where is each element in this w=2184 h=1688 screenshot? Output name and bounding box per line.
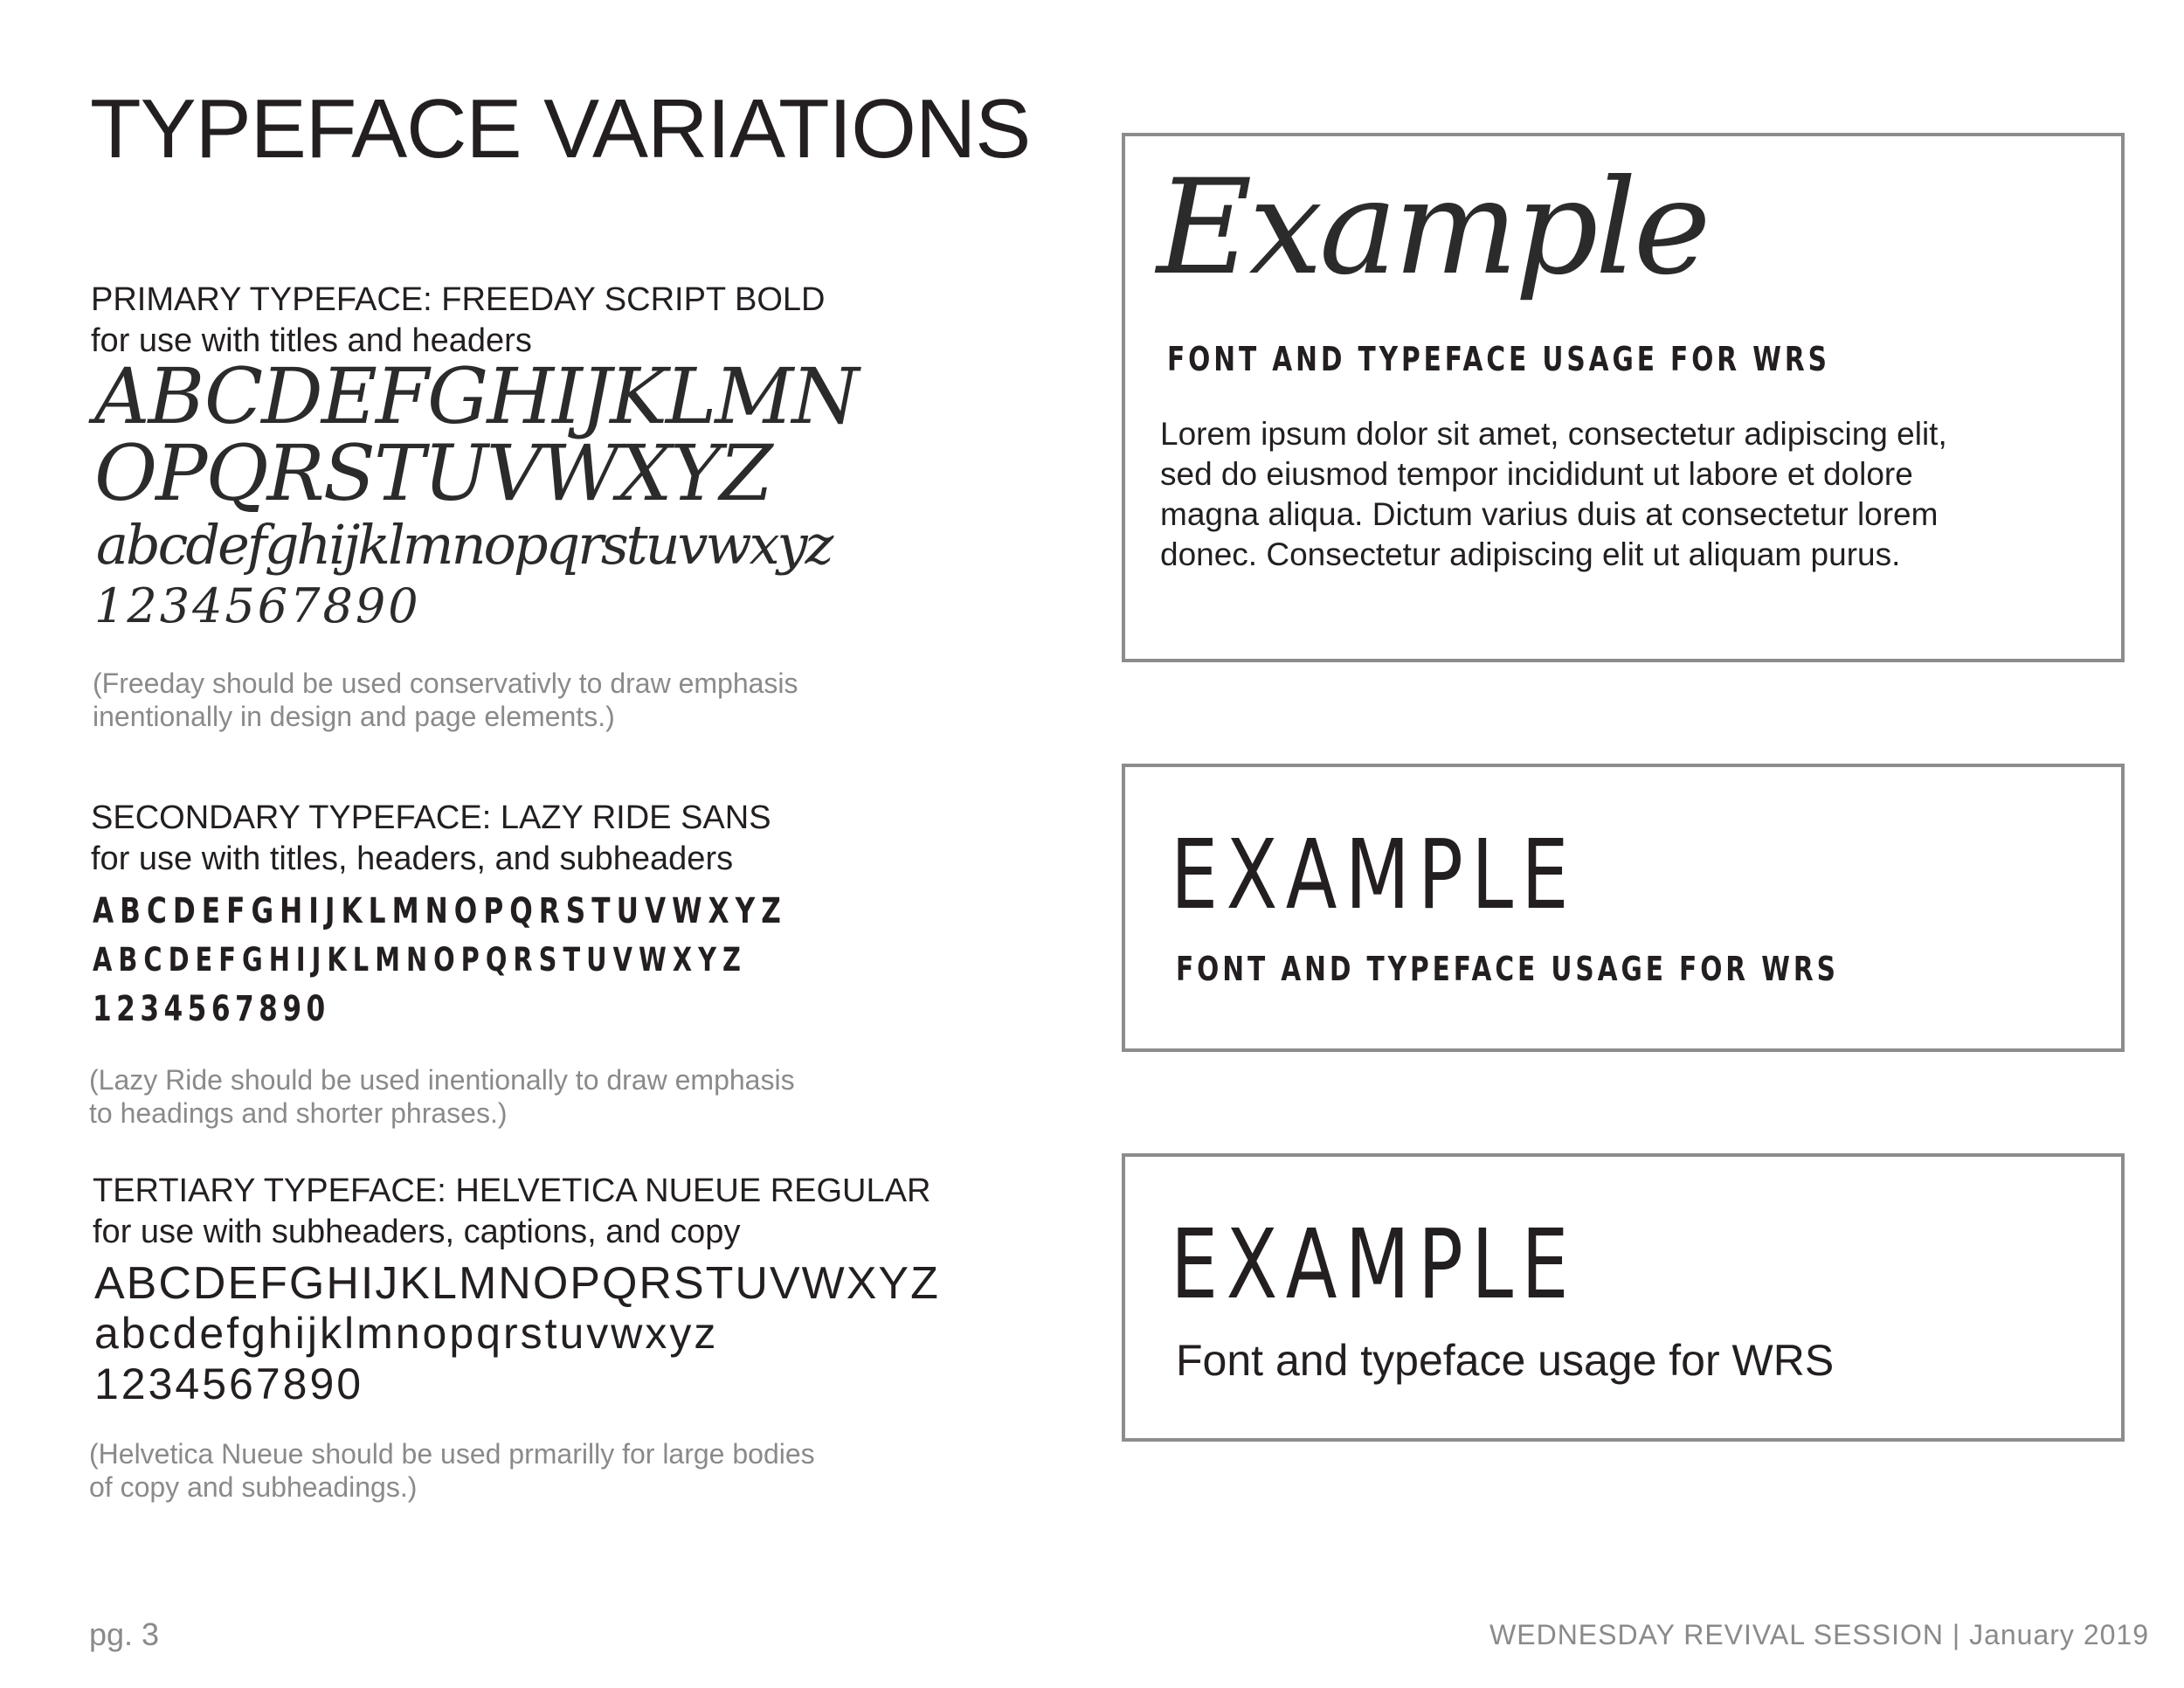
secondary-sample-digits: 1234567890 xyxy=(93,989,330,1029)
example-lazy-title-2: EXAMPLE xyxy=(1171,1208,1577,1320)
example-lazy-title: EXAMPLE xyxy=(1171,819,1577,930)
example-script-title: Example xyxy=(1157,152,1708,304)
example-box-helvetica xyxy=(1122,1153,2125,1442)
secondary-sample-upper-2: ABCDEFGHIJKLMNOPQRSTUVWXYZ xyxy=(93,941,747,979)
primary-note-line-2: inentionally in design and page elements.) xyxy=(93,701,615,732)
example-helvetica-subtitle: Font and typeface usage for WRS xyxy=(1176,1336,1835,1385)
page-number: pg. 3 xyxy=(89,1616,160,1652)
example-box-lazy xyxy=(1122,764,2125,1052)
page-title: TYPEFACE VARIATIONS xyxy=(90,82,1031,176)
secondary-heading: SECONDARY TYPEFACE: LAZY RIDE SANS xyxy=(91,799,771,836)
tertiary-note-line-1: (Helvetica Nueue should be used prmarilly for large bodies xyxy=(89,1438,815,1470)
example-body-line-4: donec. Consectetur adipiscing elit ut aliquam purus. xyxy=(1160,536,1901,572)
tertiary-sample-lower: abcdefghijklmnopqrstuvwxyz xyxy=(94,1309,719,1358)
tertiary-note-line-2: of copy and subheadings.) xyxy=(89,1471,418,1503)
secondary-usage: for use with titles, headers, and subheaders xyxy=(91,841,734,877)
primary-sample-lower: abcdefghijklmnopqrstuvwxyz xyxy=(96,513,832,577)
example-lazy-subtitle: FONT AND TYPEFACE USAGE FOR WRS xyxy=(1167,340,1830,378)
example-body-line-2: sed do eiusmod tempor incididunt ut labore et dolore xyxy=(1160,456,1913,492)
tertiary-sample-digits: 1234567890 xyxy=(94,1359,364,1408)
example-body-line-1: Lorem ipsum dolor sit amet, consectetur adipiscing elit, xyxy=(1160,416,1947,452)
primary-sample-upper-2: OPQRSTUVWXYZ xyxy=(94,428,771,518)
primary-sample-digits: 1234567890 xyxy=(94,578,421,633)
footer-document-info: WEDNESDAY REVIVAL SESSION | January 2019 xyxy=(1489,1619,2149,1650)
secondary-note-line-2: to headings and shorter phrases.) xyxy=(89,1097,508,1129)
primary-note-line-1: (Freeday should be used conservativly to draw emphasis xyxy=(93,668,798,699)
tertiary-sample-upper: ABCDEFGHIJKLMNOPQRSTUVWXYZ xyxy=(94,1258,940,1309)
secondary-note-line-1: (Lazy Ride should be used inentionally to draw emphasis xyxy=(89,1064,795,1096)
example-lazy-subtitle-2: FONT AND TYPEFACE USAGE FOR WRS xyxy=(1176,950,1839,988)
secondary-sample-upper-1: ABCDEFGHIJKLMNOPQRSTUVWXYZ xyxy=(93,891,787,931)
primary-usage: for use with titles and headers xyxy=(91,322,532,359)
tertiary-usage: for use with subheaders, captions, and copy xyxy=(93,1214,741,1250)
example-box-script xyxy=(1122,133,2125,662)
tertiary-heading: TERTIARY TYPEFACE: HELVETICA NUEUE REGULAR xyxy=(93,1173,931,1209)
primary-sample-upper-1: ABCDEFGHIJKLMN xyxy=(94,351,858,441)
primary-heading: PRIMARY TYPEFACE: FREEDAY SCRIPT BOLD xyxy=(91,281,826,318)
example-body-line-3: magna aliqua. Dictum varius duis at consectetur lorem xyxy=(1160,496,1939,532)
